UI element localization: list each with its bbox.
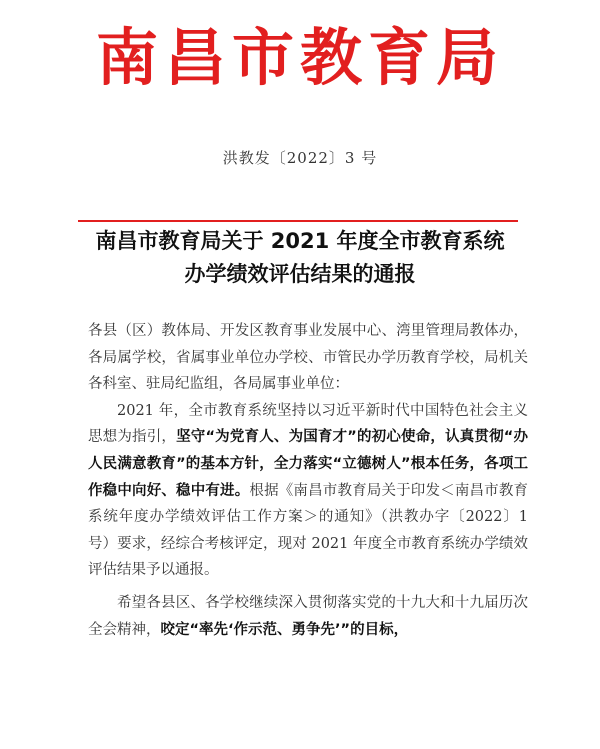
paragraph-1-emphasis: 坚守“为党育人、为国育才”的初心使命，认真贯彻“办人民满意教育”的基本方针，全力落实“立德树人”根本任务，各项工作稳中向好、稳中有进。 <box>88 429 529 499</box>
paragraph-1-text-b: 根据《南昌市教育局关于印发＜南昌市教育系统年度办学绩效评估工作方案＞的通知》（洪教办字〔2022〕1 号）要求，经综合考核评定，现对 2021 年度全市教育系统办学绩效评估结果予以通报。 <box>88 482 529 579</box>
paragraph-2-text: 希望各县区、各学校继续深入贯彻落实党的十九大和十九届历次全会精神， <box>88 594 528 638</box>
paragraph-1 <box>88 398 528 584</box>
document-body <box>88 318 528 643</box>
paragraph-2-emphasis: 咬定“率先‘作示范、勇争先’”的目标， <box>160 621 409 638</box>
red-header-title: 南昌市教育局 <box>95 21 504 94</box>
document-number: 洪教发〔2022〕3 号 <box>222 149 378 167</box>
salutation: 各县（区）教体局、开发区教育事业发展中心、湾里管理局教体办，各局属学校，省属事业单位办学校、市管民办学历教育学校，局机关各科室、驻局纪监组，各局属事业单位： <box>88 323 528 393</box>
paragraph-1-text-a: 2021 年，全市教育系统坚持以习近平新时代中国特色社会主义思想为指引， <box>88 402 528 446</box>
paragraph-2 <box>88 590 528 643</box>
red-divider-line <box>78 220 518 222</box>
document-title-line-1: 南昌市教育局关于 2021 年度全市教育系统 <box>95 229 505 253</box>
document-title-line-2: 办学绩效评估结果的通报 <box>184 262 416 286</box>
